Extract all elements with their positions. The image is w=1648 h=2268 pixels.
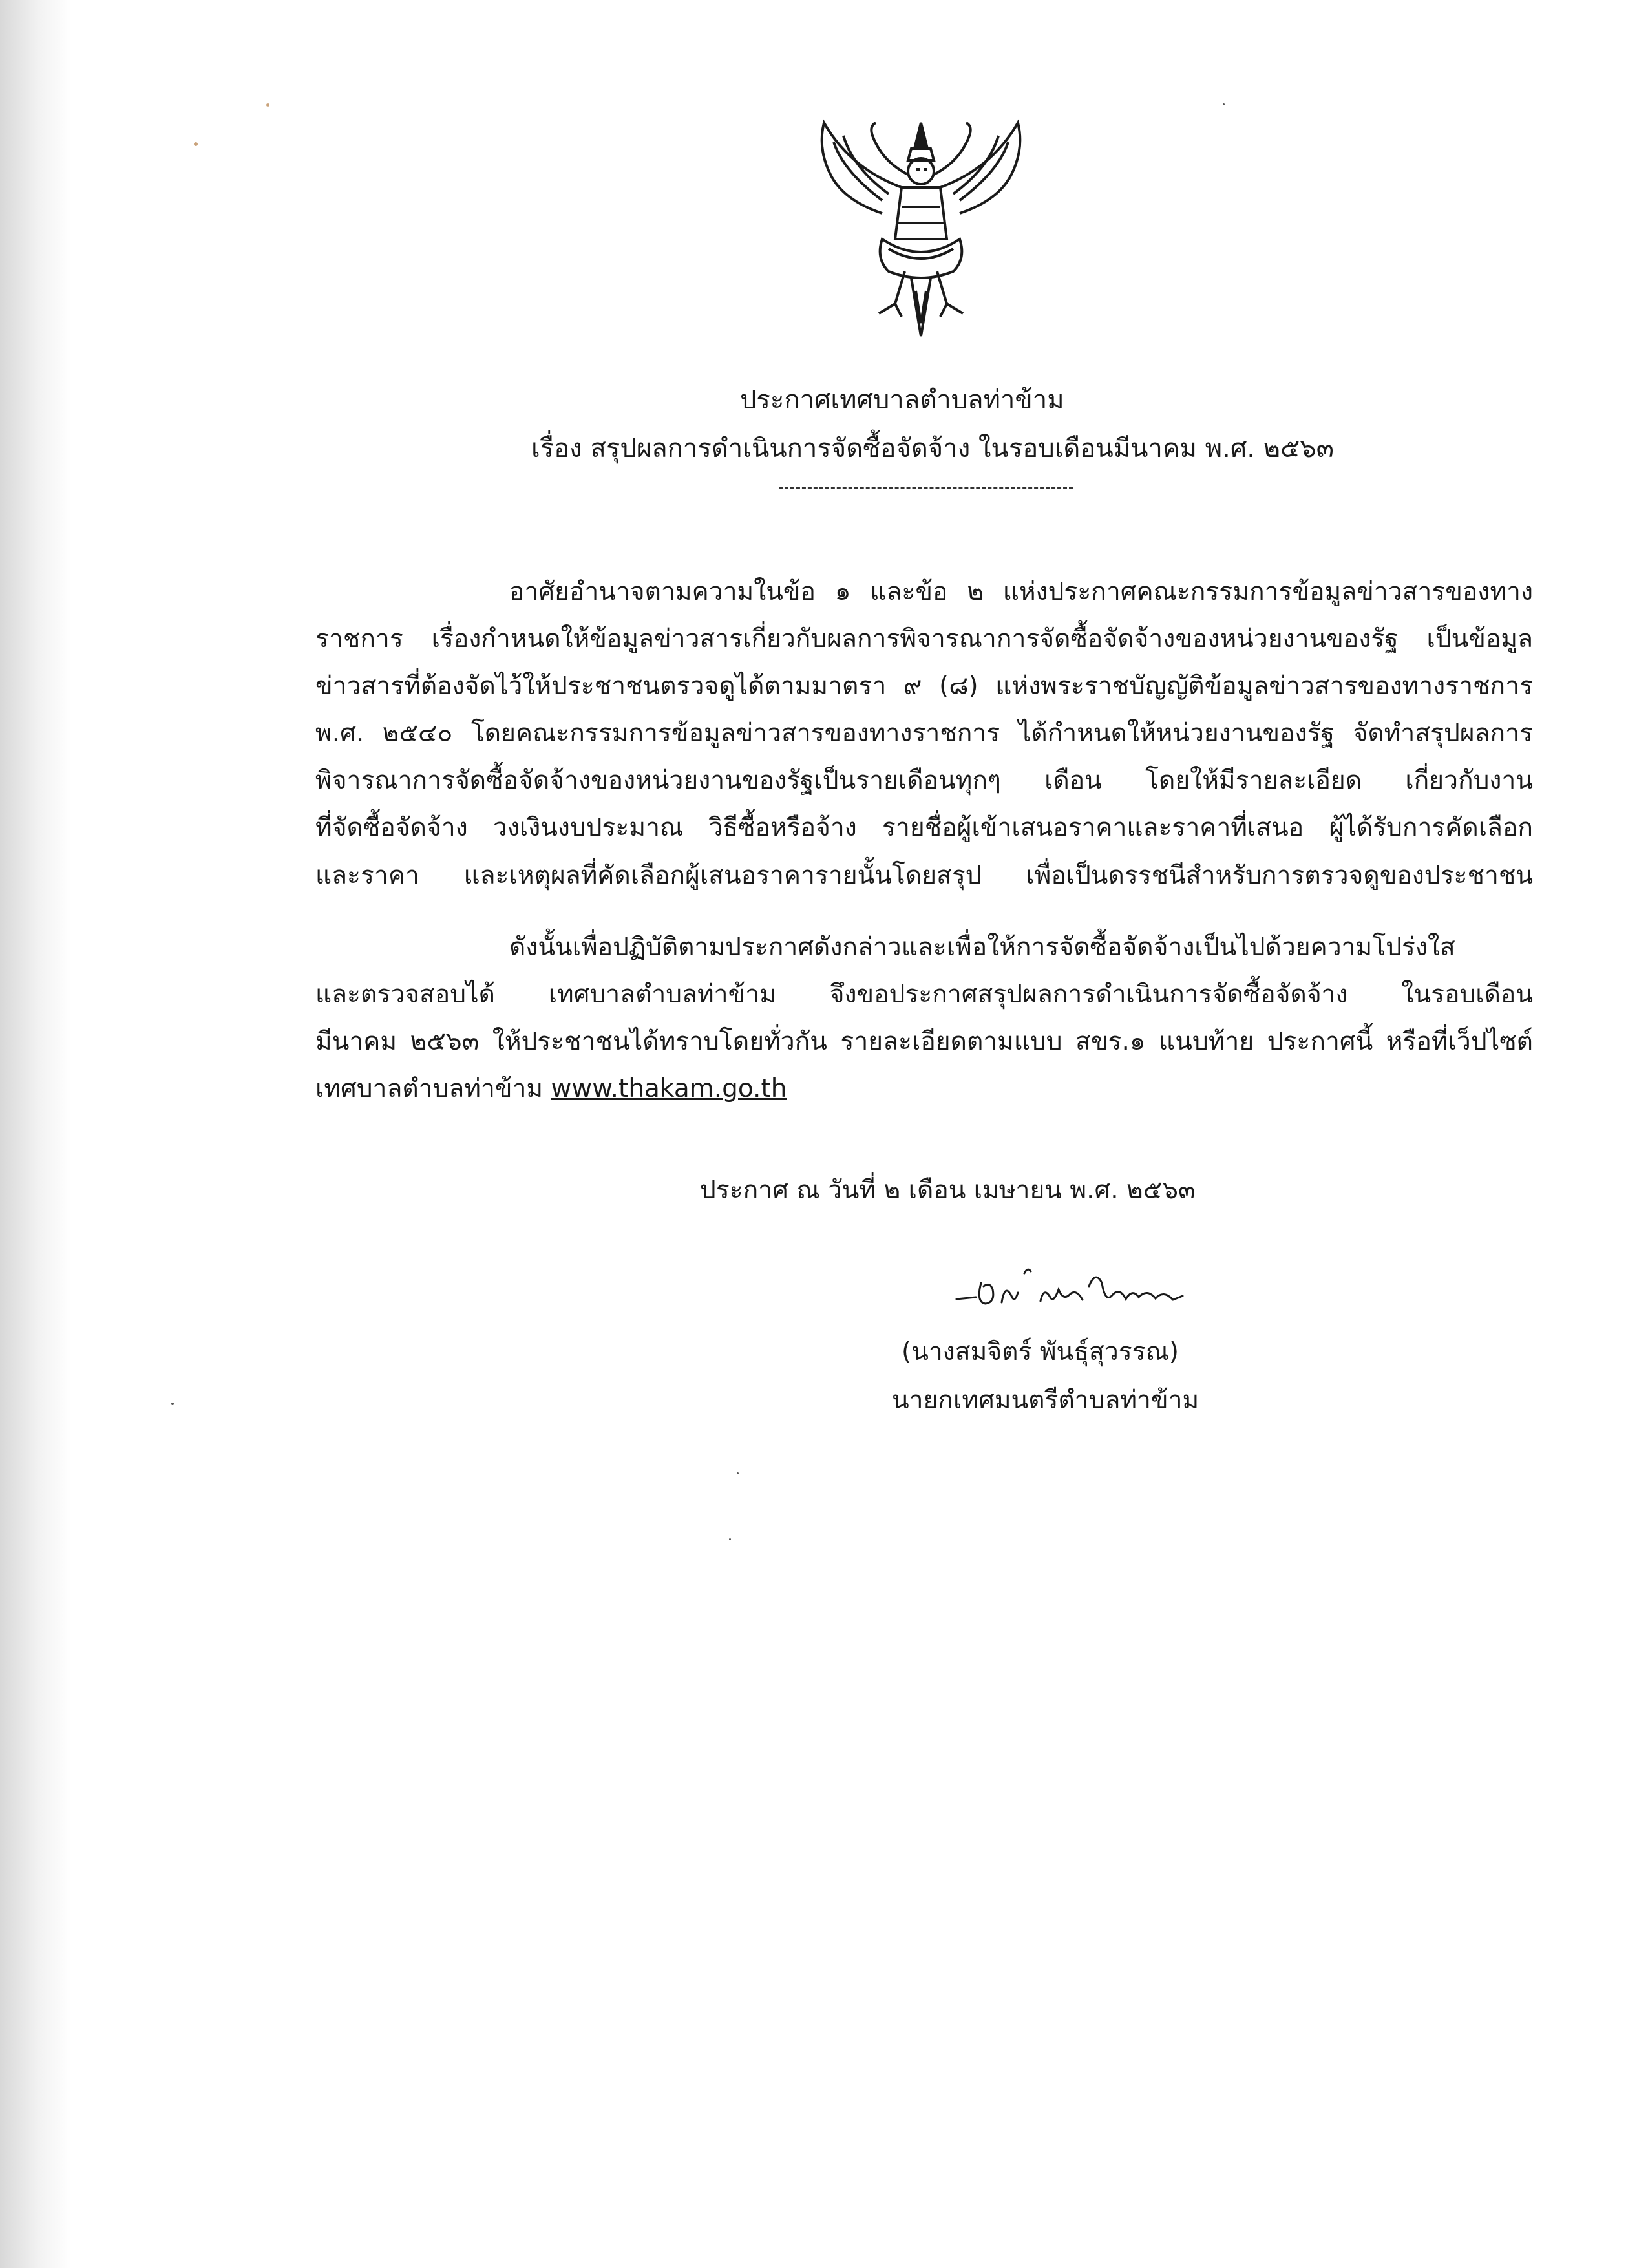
website-link[interactable]: www.thakam.go.th (551, 1074, 787, 1103)
paragraph-1-line: พิจารณาการจัดซื้อจัดจ้างของหน่วยงานของรัฐเป็นรายเดือนทุกๆ เดือน โดยให้มีรายละเอียด เกี่ยวกับงาน (315, 766, 1533, 795)
paragraph-1-line: ข่าวสารที่ต้องจัดไว้ให้ประชาชนตรวจดูได้ตามมาตรา ๙ (๘) แห่งพระราชบัญญัติข้อมูลข่าวสารของทางราชการ (315, 672, 1533, 701)
paragraph-2-last-line (315, 1073, 787, 1105)
paragraph-1-line: และราคา และเหตุผลที่คัดเลือกผู้เสนอราคารายนั้นโดยสรุป เพื่อเป็นดรรชนีสำหรับการตรวจดูของประชาชน (315, 861, 1533, 890)
scan-speck (171, 1403, 174, 1405)
scan-speck (1223, 103, 1225, 105)
scan-speck (729, 1538, 731, 1540)
paragraph-2-line: มีนาคม ๒๕๖๓ ให้ประชาชนได้ทราบโดยทั่วกัน รายละเอียดตามแบบ สขร.๑ แนบท้าย ประกาศนี้ หรือที่เว็ปไซต์ (315, 1027, 1533, 1056)
scan-speck (194, 142, 198, 146)
announcement-title: ประกาศเทศบาลตำบลท่าข้าม (740, 385, 1064, 415)
paragraph-1-line: ราชการ เรื่องกำหนดให้ข้อมูลข่าวสารเกี่ยวกับผลการพิจารณาการจัดซื้อจัดจ้างของหน่วยงานของรัฐ เป็นข้อมูล (315, 624, 1533, 653)
announced-date: ประกาศ ณ วันที่ ๒ เดือน เมษายน พ.ศ. ๒๕๖๓ (700, 1176, 1196, 1205)
scan-speck (266, 103, 269, 107)
garuda-emblem-icon (805, 110, 1037, 349)
signature-icon (950, 1257, 1221, 1328)
signatory-title: นายกเทศมนตรีตำบลท่าข้าม (892, 1386, 1199, 1415)
scan-edge (0, 0, 71, 2268)
announcement-subject: เรื่อง สรุปผลการดำเนินการจัดซื้อจัดจ้าง ในรอบเดือนมีนาคม พ.ศ. ๒๕๖๓ (531, 434, 1335, 463)
paragraph-1-line: อาศัยอำนาจตามความในข้อ ๑ และข้อ ๒ แห่งประกาศคณะกรรมการข้อมูลข่าวสารของทาง (509, 577, 1533, 606)
paragraph-2-last-text: เทศบาลตำบลท่าข้าม (315, 1074, 551, 1103)
header-divider (779, 487, 1073, 489)
paragraph-2-line: ดังนั้นเพื่อปฏิบัติตามประกาศดังกล่าวและเพื่อให้การจัดซื้อจัดจ้างเป็นไปด้วยความโปร่งใส (509, 933, 1455, 962)
signatory-name: (นางสมจิตร์ พันธุ์สุวรรณ) (902, 1337, 1179, 1366)
scan-speck (737, 1472, 739, 1474)
paragraph-1-line: พ.ศ. ๒๕๔๐ โดยคณะกรรมการข้อมูลข่าวสารของทางราชการ ได้กำหนดให้หน่วยงานของรัฐ จัดทำสรุปผลการ (315, 719, 1533, 748)
paragraph-1-line: ที่จัดซื้อจัดจ้าง วงเงินงบประมาณ วิธีซื้อหรือจ้าง รายชื่อผู้เข้าเสนอราคาและราคาที่เสนอ ผู้ได้รับการคัดเลือก (315, 813, 1533, 842)
paragraph-2-line: และตรวจสอบได้ เทศบาลตำบลท่าข้าม จึงขอประกาศสรุปผลการดำเนินการจัดซื้อจัดจ้าง ในรอบเดือน (315, 980, 1533, 1009)
